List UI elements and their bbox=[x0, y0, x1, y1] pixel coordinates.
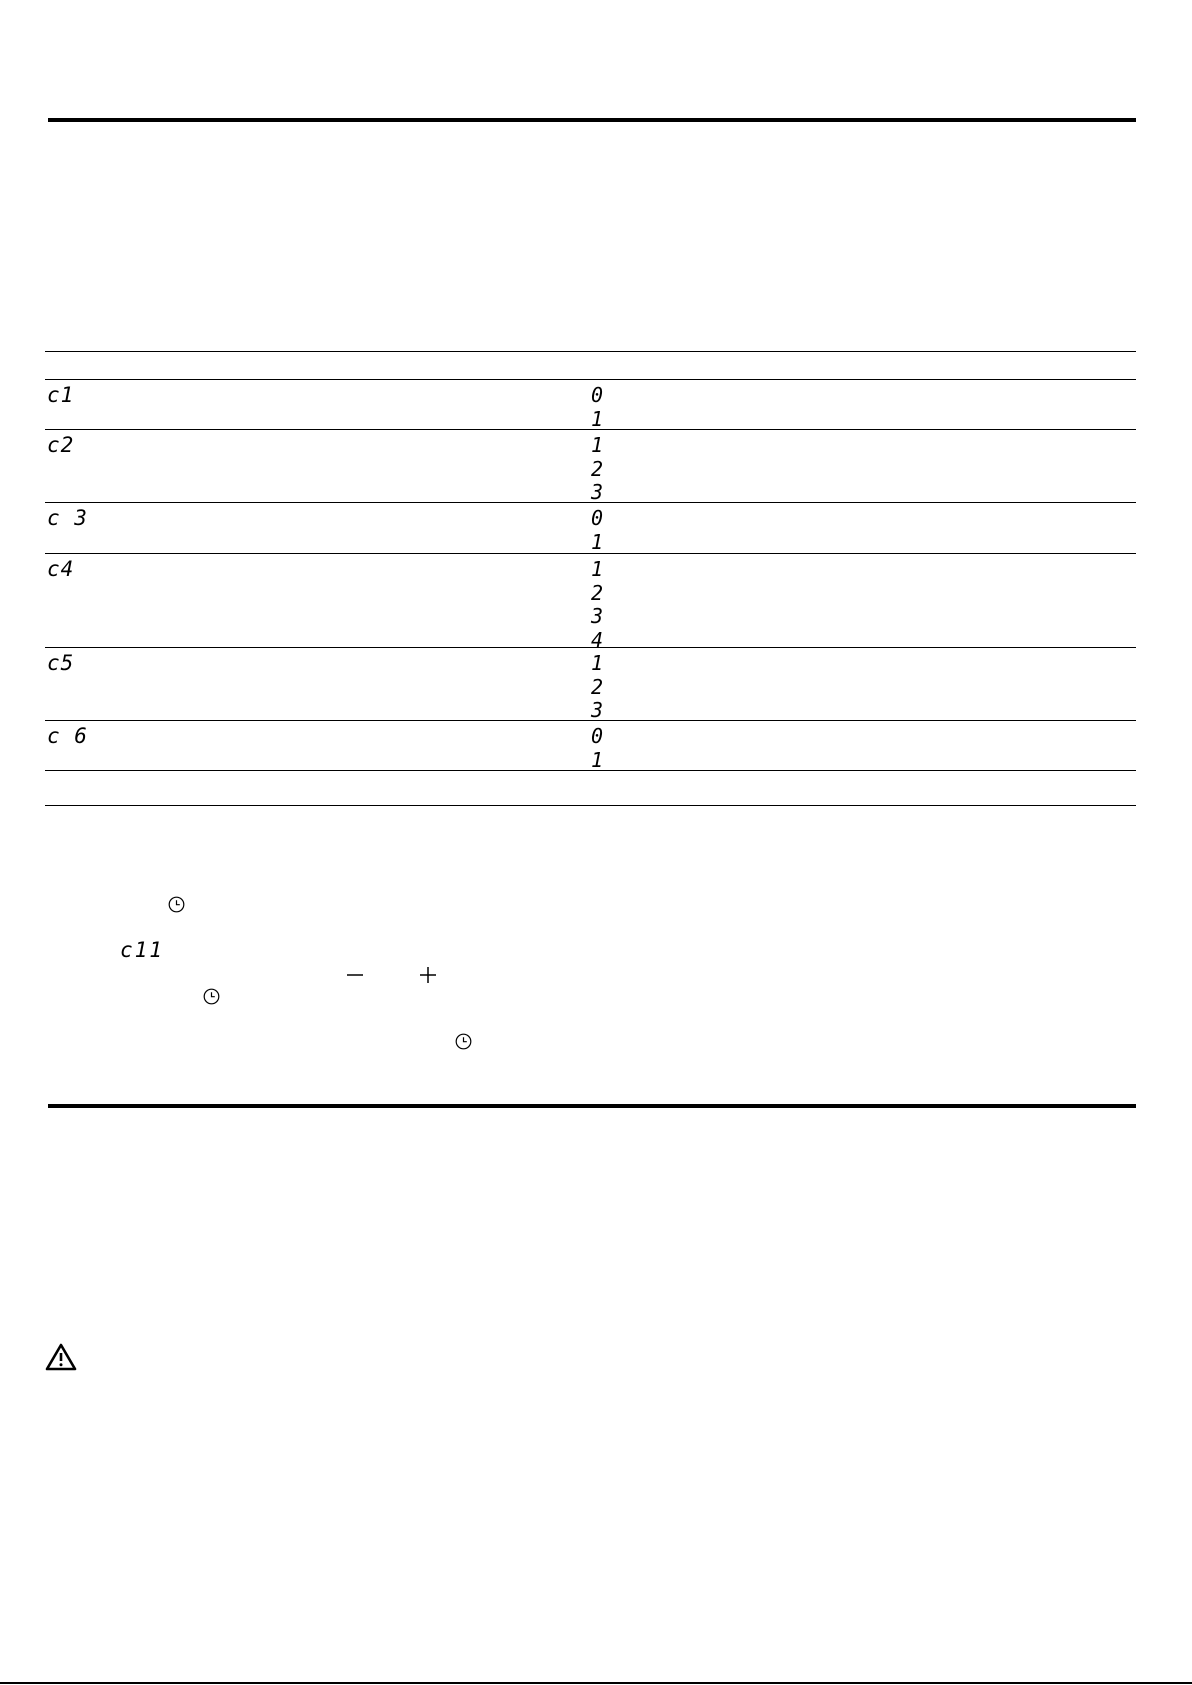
table-row bbox=[45, 502, 1136, 553]
clock-icon bbox=[203, 988, 220, 1005]
setting-values bbox=[591, 507, 621, 554]
minus-icon bbox=[346, 966, 364, 984]
section-divider-bottom bbox=[48, 1104, 1136, 1108]
page-footer-rule bbox=[0, 1682, 1192, 1684]
setting-value: 1 bbox=[591, 433, 604, 457]
table-row bbox=[45, 720, 1136, 771]
table-top-rule bbox=[45, 351, 1136, 352]
setting-value: 1 bbox=[591, 747, 604, 772]
setting-value: 3 bbox=[591, 604, 604, 628]
setting-value: 1 bbox=[591, 651, 604, 675]
table-row bbox=[45, 647, 1136, 720]
setting-values bbox=[591, 558, 621, 652]
setting-values bbox=[591, 652, 621, 723]
setting-values bbox=[591, 384, 621, 431]
setting-value: 0 bbox=[591, 383, 604, 407]
setting-value: 3 bbox=[591, 480, 604, 504]
setting-code: c 3 bbox=[47, 506, 88, 530]
setting-code: c1 bbox=[47, 383, 75, 407]
table-bottom-rule bbox=[45, 805, 1136, 806]
table-row bbox=[45, 429, 1136, 502]
setting-values bbox=[591, 725, 621, 772]
settings-table bbox=[45, 379, 1136, 771]
setting-values bbox=[591, 434, 621, 505]
setting-value: 0 bbox=[591, 724, 604, 748]
setting-code: c5 bbox=[47, 651, 75, 675]
setting-code: c 6 bbox=[47, 724, 88, 748]
display-code: c11 bbox=[120, 938, 164, 962]
setting-value: 1 bbox=[591, 529, 604, 554]
clock-icon bbox=[168, 896, 185, 913]
setting-value: 3 bbox=[591, 698, 604, 722]
section-divider-top bbox=[48, 118, 1136, 122]
setting-value: 4 bbox=[591, 627, 604, 652]
setting-code: c2 bbox=[47, 433, 75, 457]
setting-code: c4 bbox=[47, 557, 75, 581]
setting-value: 1 bbox=[591, 406, 604, 431]
setting-value: 2 bbox=[591, 456, 604, 481]
setting-value: 2 bbox=[591, 674, 604, 699]
clock-icon bbox=[455, 1033, 472, 1050]
table-row bbox=[45, 553, 1136, 652]
plus-icon bbox=[419, 966, 437, 984]
setting-value: 0 bbox=[591, 506, 604, 530]
setting-value: 2 bbox=[591, 580, 604, 605]
setting-value: 1 bbox=[591, 557, 604, 581]
table-row bbox=[45, 379, 1136, 429]
warning-triangle-icon bbox=[45, 1343, 77, 1371]
